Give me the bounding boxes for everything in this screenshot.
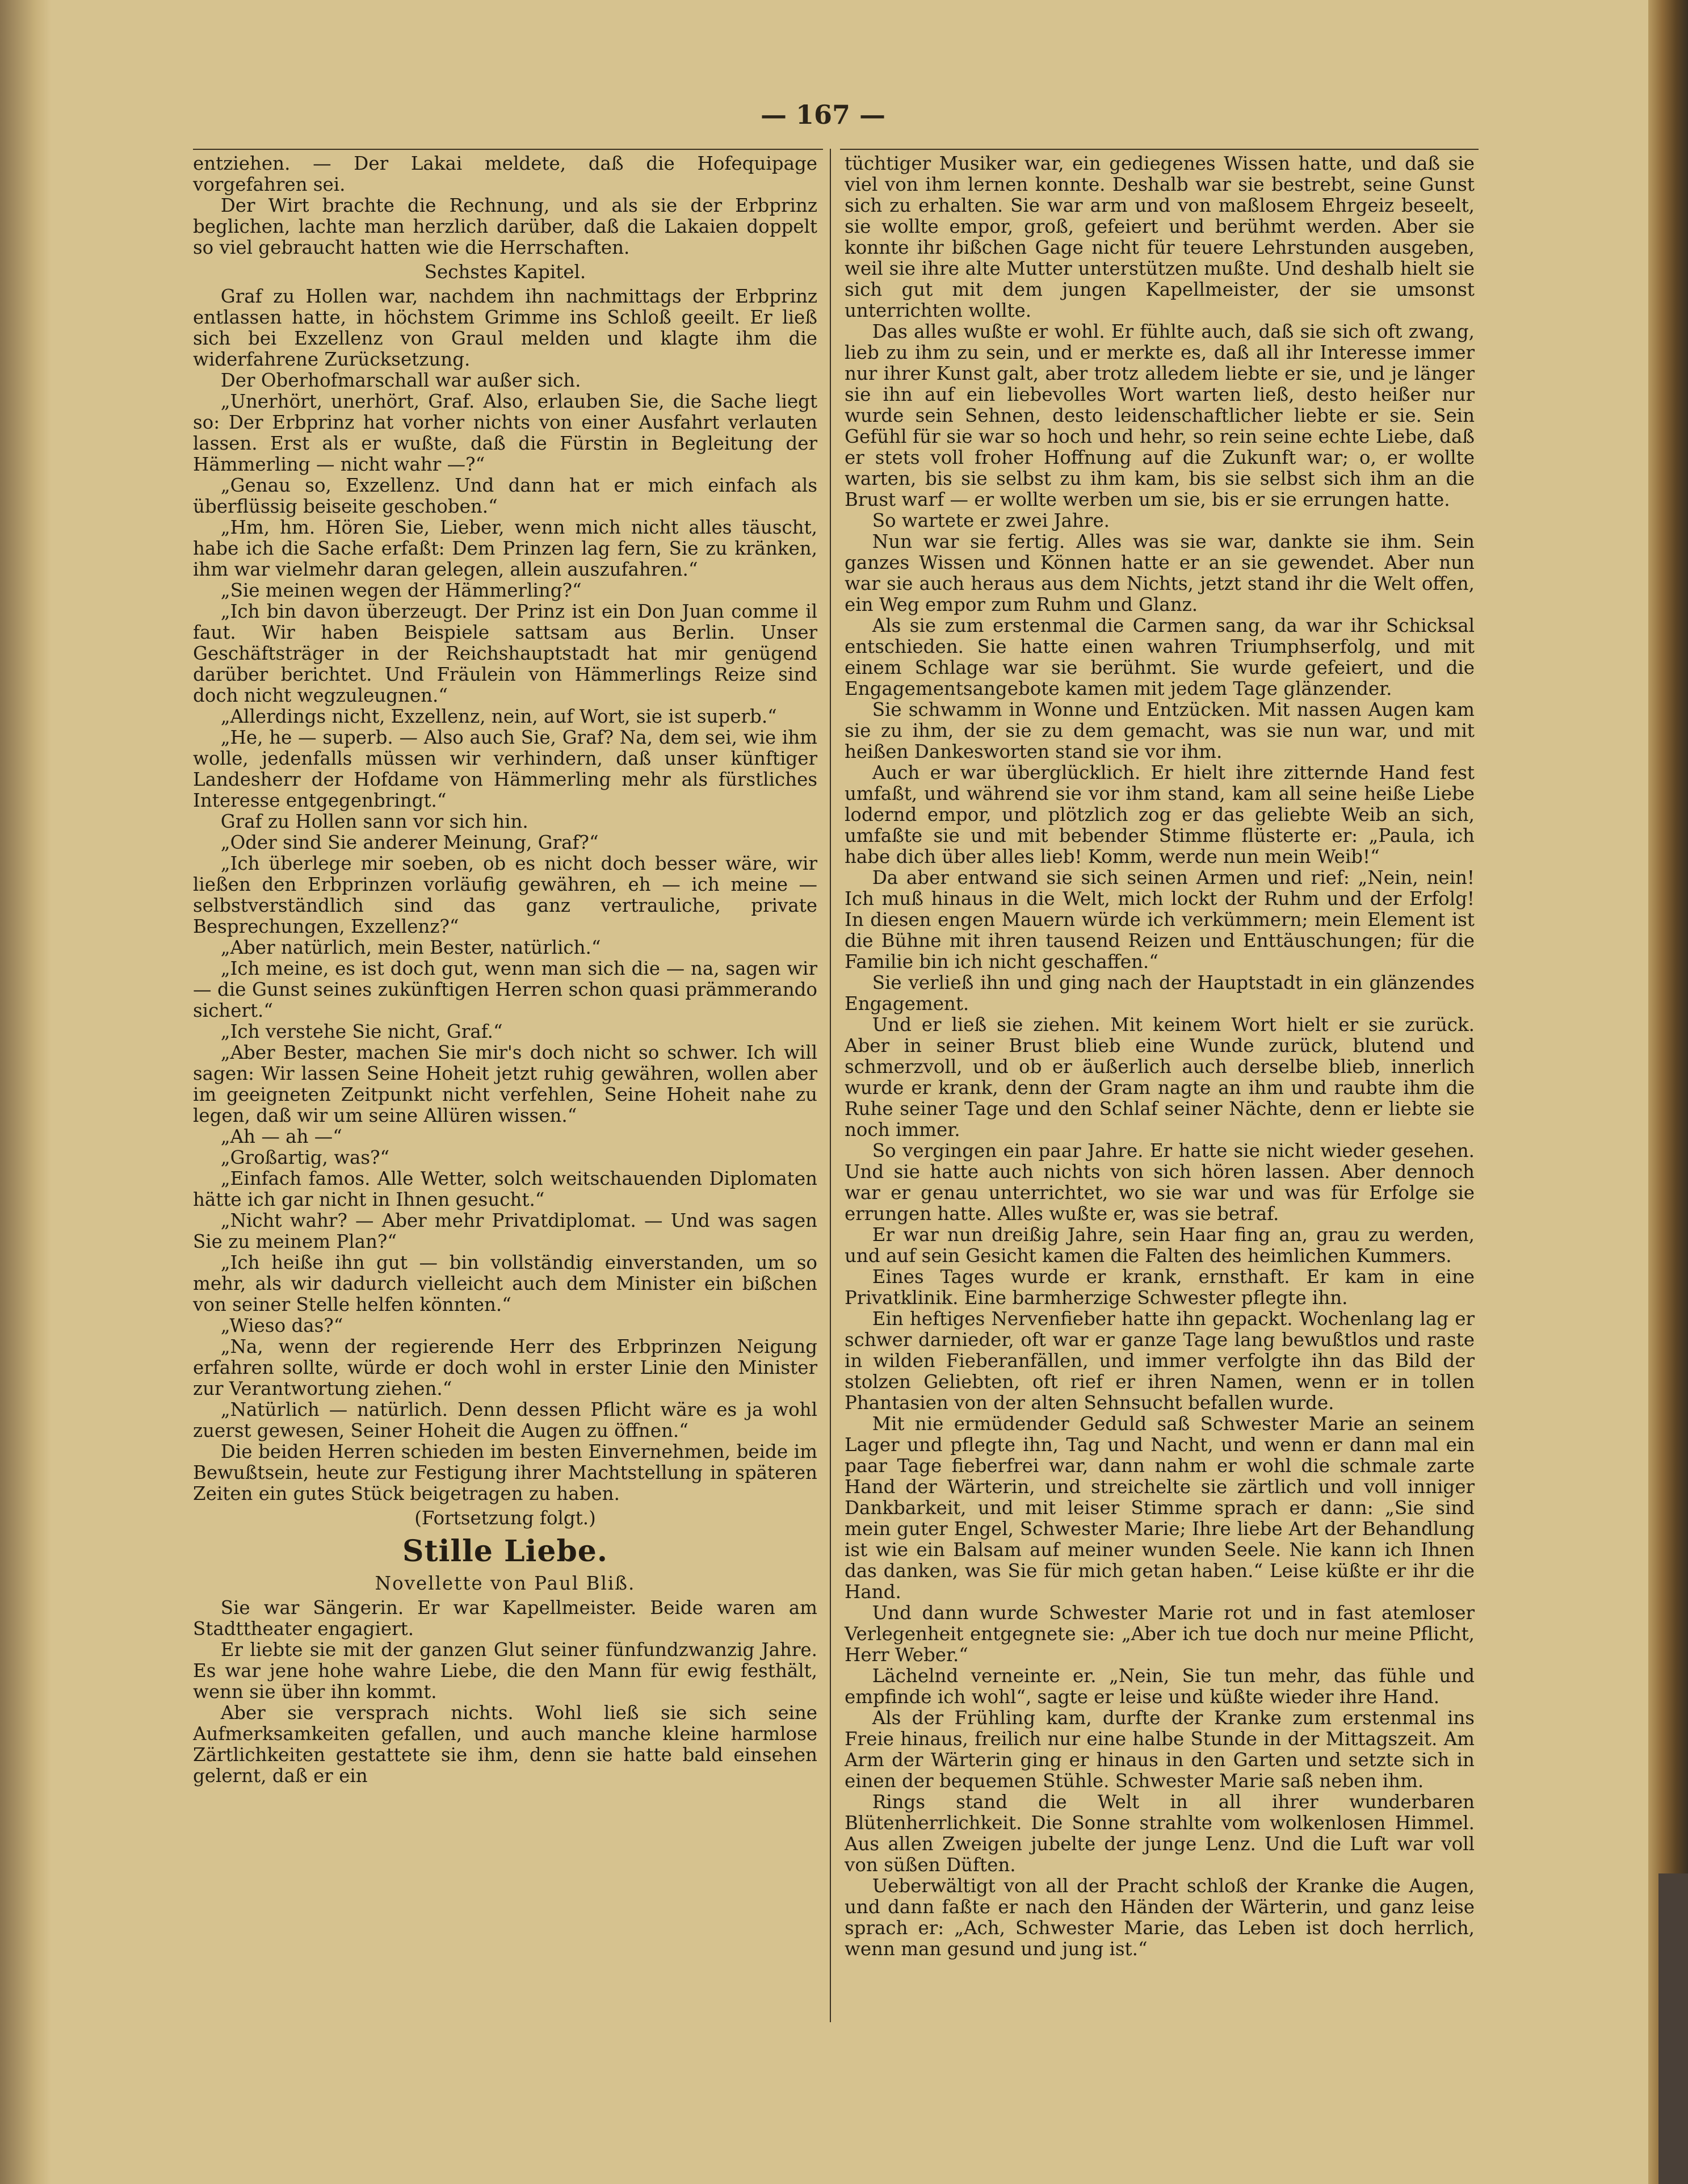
continued-note: (Fortsetzung folgt.) <box>414 1507 596 1529</box>
paragraph: „Einfach famos. Alle Wetter, solch weitschauenden Diplomaten hätte ich gar nicht in Ihnen gesucht.“ <box>193 1168 817 1210</box>
paragraph: Aber sie versprach nichts. Wohl ließ sie sich seine Aufmerksamkeiten gefallen, und auch manche kleine harmlose Zärtlichkeiten gestattete sie ihm, denn sie hatte bald einsehen gelernt, daß er ein <box>193 1702 817 1787</box>
paragraph: „He, he — superb. — Also auch Sie, Graf? Na, dem sei, wie ihm wolle, jedenfalls müssen wir verhindern, daß unser künftiger Landesherr der Hofdame von Hämmerling mehr als fürstliches Interesse entgegenbringt.“ <box>193 727 817 811</box>
paragraph: „Sie meinen wegen der Hämmerling?“ <box>220 580 582 601</box>
paragraph: Das alles wußte er wohl. Er fühlte auch, daß sie sich oft zwang, lieb zu ihm zu sein, und er merkte es, daß all ihr Interesse immer nur ihrer Kunst galt, aber trotz alledem liebte er sie, und je länger sie ihn auf ein liebevolles Wort warten ließ, desto heißer nur wurde sein Sehnen, desto leidenschaftlicher liebte er sie. Sein Gefühl für sie war so hoch und hehr, so rein seine echte Liebe, daß er stets voll froher Hoffnung auf die Zukunft war; o, er wollte warten, bis sie selbst zu ihm kam, bis sie selbst sich ihm an die Brust warf — er wollte werben um sie, bis er sie errungen hatte. <box>845 321 1475 510</box>
paragraph: Eines Tages wurde er krank, ernsthaft. Er kam in eine Privatklinik. Eine barmherzige Schwester pflegte ihn. <box>845 1266 1475 1309</box>
paragraph: Und dann wurde Schwester Marie rot und in fast atemloser Verlegenheit entgegnete sie: „Aber ich tue doch nur meine Pflicht, Herr Weber.“ <box>845 1602 1475 1666</box>
paragraph: Als der Frühling kam, durfte der Kranke zum erstenmal ins Freie hinaus, freilich nur eine halbe Stunde in der Mittagszeit. Am Arm der Wärterin ging er hinaus in den Garten und setzte sich in einen der bequemen Stühle. Schwester Marie saß neben ihm. <box>845 1707 1475 1792</box>
paragraph: „Oder sind Sie anderer Meinung, Graf?“ <box>220 832 599 853</box>
paragraph: „Ich heiße ihn gut — bin vollständig einverstanden, um so mehr, als wir dadurch vielleicht auch dem Minister ein bißchen von seiner Stelle helfen könnten.“ <box>193 1252 817 1315</box>
paragraph: Graf zu Hollen war, nachdem ihn nachmittags der Erbprinz entlassen hatte, in höchstem Grimme ins Schloß geeilt. Er ließ sich bei Exzellenz von Graul melden und klagte ihm die widerfahrene Zurücksetzung. <box>193 286 817 370</box>
paragraph: Ueberwältigt von all der Pracht schloß der Kranke die Augen, und dann faßte er nach den Händen der Wärterin, und ganz leise sprach er: „Ach, Schwester Marie, das Leben ist doch herrlich, wenn man gesund und jung ist.“ <box>845 1875 1475 1960</box>
paragraph: Mit nie ermüdender Geduld saß Schwester Marie an seinem Lager und pflegte ihn, Tag und Nacht, und wenn er dann mal ein paar Tage fieberfrei war, dann nahm er wohl die schmale zarte Hand der Wärterin, und streichelte sie zärtlich und voll inniger Dankbarkeit, und mit leiser Stimme sprach er dann: „Sie sind mein guter Engel, Schwester Marie; Ihre liebe Art der Behandlung ist wie ein Balsam auf meiner wunden Seele. Nie kann ich Ihnen das danken, was Sie für mich getan haben.“ Leise küßte er ihr die Hand. <box>845 1413 1475 1603</box>
paragraph: Sie war Sängerin. Er war Kapellmeister. Beide waren am Stadttheater engagiert. <box>193 1597 817 1640</box>
paragraph: tüchtiger Musiker war, ein gediegenes Wissen hatte, und daß sie viel von ihm lernen konnte. Deshalb war sie bestrebt, seine Gunst sich zu erhalten. Sie war arm und von maßlosem Ehrgeiz beseelt, sie wollte empor, groß, gefeiert und berühmt werden. Aber sie konnte ihr bißchen Gage nicht für teuere Lehrstunden ausgeben, weil sie ihre alte Mutter unterstützen mußte. Und deshalb hielt sie sich gut mit dem jungen Kapellmeister, der sie umsonst unterrichten wollte. <box>845 153 1475 321</box>
top-rule-right <box>840 149 1479 150</box>
novella-title: Stille Liebe. <box>402 1534 608 1569</box>
paragraph: So wartete er zwei Jahre. <box>872 510 1110 531</box>
paragraph: „Ich verstehe Sie nicht, Graf.“ <box>220 1021 503 1042</box>
paragraph: „Ich meine, es ist doch gut, wenn man sich die — na, sagen wir — die Gunst seines zukünftigen Herren schon quasi prämmerando sichert.“ <box>193 958 817 1021</box>
chapter-heading: Sechstes Kapitel. <box>424 261 586 283</box>
paragraph: Da aber entwand sie sich seinen Armen und rief: „Nein, nein! Ich muß hinaus in die Welt, mich lockt der Ruhm und der Erfolg! In diesen engen Mauern würde ich verkümmern; mein Element ist die Bühne mit ihren tausend Reizen und Enttäuschungen; für die Familie bin ich nicht geschaffen.“ <box>845 867 1475 972</box>
paragraph: „Aber Bester, machen Sie mir's doch nicht so schwer. Ich will sagen: Wir lassen Seine Hoheit jetzt ruhig gewähren, wollen aber im geeigneten Zeitpunkt nicht verfehlen, Seine Hoheit nahe zu legen, daß wir um seine Allüren wissen.“ <box>193 1042 817 1126</box>
paragraph: Nun war sie fertig. Alles was sie war, dankte sie ihm. Sein ganzes Wissen und Können hatte er an sie gewendet. Aber nun war sie auch heraus aus dem Nichts, jetzt stand ihr die Welt offen, ein Weg empor zum Ruhm und Glanz. <box>845 531 1475 615</box>
paragraph: „Allerdings nicht, Exzellenz, nein, auf Wort, sie ist superb.“ <box>220 706 777 727</box>
paragraph: „Genau so, Exzellenz. Und dann hat er mich einfach als überflüssig beiseite geschoben.“ <box>193 475 817 517</box>
left-column <box>193 153 817 1787</box>
paragraph: Er war nun dreißig Jahre, sein Haar fing an, grau zu werden, und auf sein Gesicht kamen die Falten des heimlichen Kummers. <box>845 1224 1475 1267</box>
paragraph: Auch er war überglücklich. Er hielt ihre zitternde Hand fest umfaßt, und während sie vor ihm stand, kam all seine heiße Liebe lodernd empor, und plötzlich zog er das geliebte Weib an sich, umfaßte sie und mit bebender Stimme flüsterte er: „Paula, ich habe dich über alles lieb! Komm, werde nun mein Weib!“ <box>845 762 1475 867</box>
paragraph: Die beiden Herren schieden im besten Einvernehmen, beide im Bewußtsein, heute zur Festigung ihrer Machtstellung in späteren Zeiten ein gutes Stück beigetragen zu haben. <box>193 1441 817 1504</box>
paragraph: Rings stand die Welt in all ihrer wunderbaren Blütenherrlichkeit. Die Sonne strahlte vom wolkenlosen Himmel. Aus allen Zweigen jubelte der junge Lenz. Und die Luft war voll von süßen Düften. <box>845 1791 1475 1876</box>
paragraph: „Natürlich — natürlich. Denn dessen Pflicht wäre es ja wohl zuerst gewesen, Seiner Hoheit die Augen zu öffnen.“ <box>193 1399 817 1441</box>
paragraph: Der Wirt brachte die Rechnung, und als sie der Erbprinz beglichen, lachte man herzlich darüber, daß die Lakaien doppelt so viel gebraucht hatten wie die Herrschaften. <box>193 195 817 258</box>
column-divider <box>830 149 831 2022</box>
right-column <box>845 153 1475 1960</box>
paragraph: „Wieso das?“ <box>220 1315 343 1336</box>
paragraph: Er liebte sie mit der ganzen Glut seiner fünfundzwanzig Jahre. Es war jene hohe wahre Liebe, die den Mann für ewig festhält, wenn sie über ihn kommt. <box>193 1639 817 1703</box>
paragraph: „Ich überlege mir soeben, ob es nicht doch besser wäre, wir ließen den Erbprinzen vorläufig gewähren, eh — ich meine — selbstverständlich sind das ganz vertrauliche, private Besprechungen, Exzellenz?“ <box>193 853 817 937</box>
paragraph: entziehen. — Der Lakai meldete, daß die Hofequipage vorgefahren sei. <box>193 153 817 195</box>
paragraph: „Ah — ah —“ <box>220 1126 342 1147</box>
paragraph: „Hm, hm. Hören Sie, Lieber, wenn mich nicht alles täuscht, habe ich die Sache erfaßt: Dem Prinzen lag fern, Sie zu kränken, ihm war vielmehr daran gelegen, allein auszufahren.“ <box>193 517 817 580</box>
paragraph: Ein heftiges Nervenfieber hatte ihn gepackt. Wochenlang lag er schwer darnieder, oft war er ganze Tage lang bewußtlos und raste in wilden Fieberanfällen, und immer verfolgte ihn das Bild der stolzen Geliebten, oft rief er ihren Namen, wenn er in tollen Phantasien von der alten Sehnsucht befallen wurde. <box>845 1308 1475 1414</box>
paragraph: Lächelnd verneinte er. „Nein, Sie tun mehr, das fühle und empfinde ich wohl“, sagte er leise und küßte wieder ihre Hand. <box>845 1665 1475 1708</box>
paragraph: Sie verließ ihn und ging nach der Hauptstadt in ein glänzendes Engagement. <box>845 972 1475 1015</box>
page-number: — 167 — <box>760 99 886 130</box>
paragraph: Der Oberhofmarschall war außer sich. <box>220 370 581 391</box>
paragraph: Und er ließ sie ziehen. Mit keinem Wort hielt er sie zurück. Aber in seiner Brust blieb eine Wunde zurück, blutend und schmerzvoll, und ob er äußerlich auch derselbe blieb, innerlich wurde er krank, denn der Gram nagte an ihm und raubte ihm die Ruhe seiner Tage und den Schlaf seiner Nächte, denn er liebte sie noch immer. <box>845 1014 1475 1141</box>
paragraph: Sie schwamm in Wonne und Entzücken. Mit nassen Augen kam sie zu ihm, der sie zu dem gemacht, was sie nun war, und mit heißen Dankesworten stand sie vor ihm. <box>845 699 1475 762</box>
paragraph: „Na, wenn der regierende Herr des Erbprinzen Neigung erfahren sollte, würde er doch wohl in erster Linie den Minister zur Verantwortung ziehen.“ <box>193 1336 817 1399</box>
book-spine <box>1648 0 1688 2184</box>
paragraph: „Ich bin davon überzeugt. Der Prinz ist ein Don Juan comme il faut. Wir haben Beispiele sattsam aus Berlin. Unser Geschäftsträger in der Reichshauptstadt hat mir genügend darüber berichtet. Und Fräulein von Hämmerlings Reize sind doch nicht wegzuleugnen.“ <box>193 601 817 706</box>
paragraph: „Unerhört, unerhört, Graf. Also, erlauben Sie, die Sache liegt so: Der Erbprinz hat vorher nichts von einer Ausfahrt verlauten lassen. Erst als er wußte, daß die Fürstin in Begleitung der Hämmerling — nicht wahr —?“ <box>193 391 817 475</box>
paragraph: „Großartig, was?“ <box>220 1147 390 1168</box>
paragraph: „Nicht wahr? — Aber mehr Privatdiplomat. — Und was sagen Sie zu meinem Plan?“ <box>193 1210 817 1252</box>
top-rule-left <box>193 149 823 150</box>
paragraph: „Aber natürlich, mein Bester, natürlich.“ <box>220 937 601 958</box>
novella-byline: Novellette von Paul Bliß. <box>375 1573 636 1594</box>
paragraph: Graf zu Hollen sann vor sich hin. <box>220 811 528 832</box>
paragraph: Als sie zum erstenmal die Carmen sang, da war ihr Schicksal entschieden. Sie hatte einen wahren Triumphserfolg, und mit einem Schlage war sie berühmt. Sie wurde gefeiert, und die Engagementsangebote kamen mit jedem Tage glänzender. <box>845 615 1475 699</box>
paragraph: So vergingen ein paar Jahre. Er hatte sie nicht wieder gesehen. Und sie hatte auch nichts von sich hören lassen. Aber dennoch war er genau unterrichtet, wo sie war und was für Erfolge sie errungen hatte. Alles wußte er, was sie betraf. <box>845 1140 1475 1225</box>
